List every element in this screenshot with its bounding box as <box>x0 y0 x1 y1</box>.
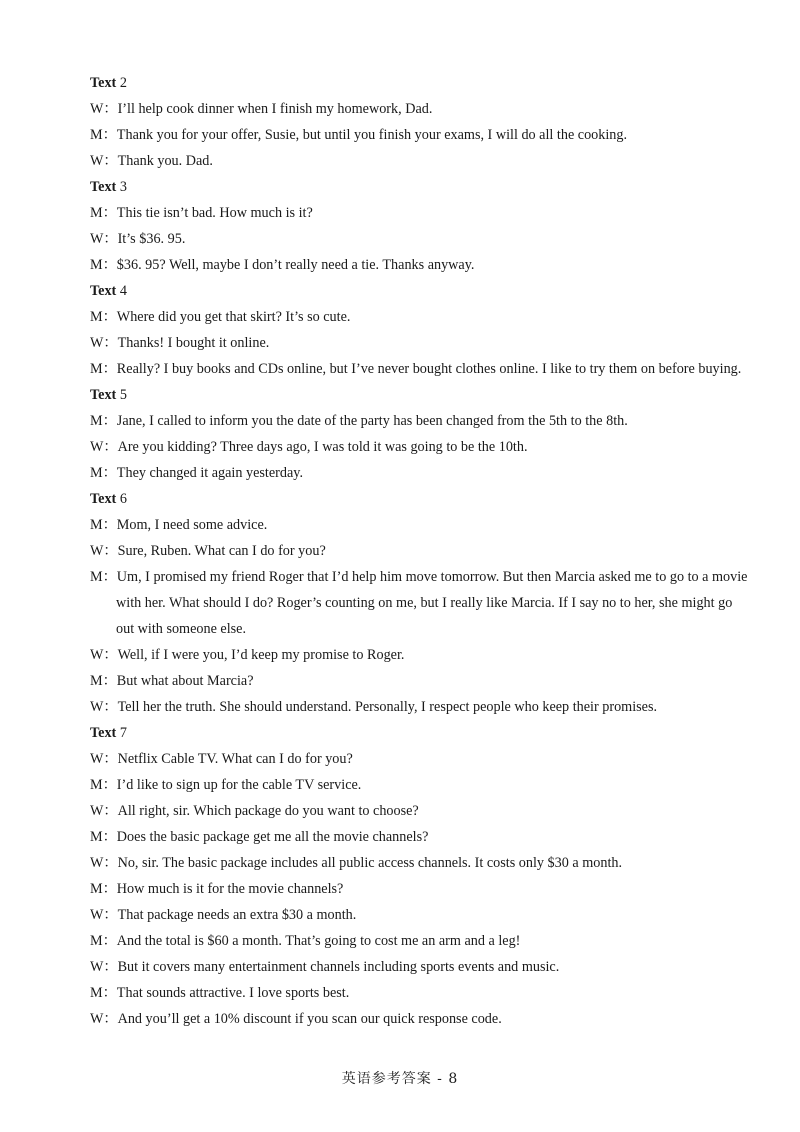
dialogue-line <box>0 564 800 642</box>
section-label: Text <box>90 491 117 507</box>
dialogue-line <box>0 798 800 824</box>
dialogue-text: M：Really? I buy books and CDs online, but I’ve never bought clothes online. I like to try them on before buying. <box>90 361 742 377</box>
dialogue-text: M：Jane, I called to inform you the date of the party has been changed from the 5th to the 8th. <box>90 413 628 429</box>
dialogue-text: W：No, sir. The basic package includes all public access channels. It costs only $30 a month. <box>90 855 623 871</box>
dialogue-text: M：That sounds attractive. I love sports best. <box>90 985 350 1001</box>
dialogue-text: M：$36. 95? Well, maybe I don’t really need a tie. Thanks anyway. <box>90 257 475 273</box>
dialogue-line <box>0 1006 800 1032</box>
dialogue-text: W：Sure, Ruben. What can I do for you? <box>90 543 326 559</box>
dialogue-line <box>0 642 800 668</box>
dialogue-text: W：Thanks! I bought it online. <box>90 335 270 351</box>
dialogue-line <box>0 226 800 252</box>
dialogue-text: M：This tie isn’t bad. How much is it? <box>90 205 313 221</box>
section-number: 7 <box>119 725 127 741</box>
dialogue-text: M：Mom, I need some advice. <box>90 517 268 533</box>
dialogue-text: W：But it covers many entertainment channels including sports events and music. <box>90 959 560 975</box>
dialogue-line <box>0 512 800 538</box>
section-number: 4 <box>119 283 127 299</box>
dialogue-line <box>0 408 800 434</box>
dialogue-line <box>0 304 800 330</box>
dialogue-text: W：Are you kidding? Three days ago, I was told it was going to be the 10th. <box>90 439 528 455</box>
section-label: Text <box>90 75 117 91</box>
section-heading <box>0 70 800 96</box>
section-number: 5 <box>119 387 127 403</box>
dialogue-line <box>0 928 800 954</box>
dialogue-line <box>0 200 800 226</box>
dialogue-text: M：Thank you for your offer, Susie, but until you finish your exams, I will do all the cooking. <box>90 127 628 143</box>
section-label: Text <box>90 725 117 741</box>
dialogue-line <box>0 772 800 798</box>
dialogue-text: M：I’d like to sign up for the cable TV service. <box>90 777 362 793</box>
dialogue-text: M：How much is it for the movie channels? <box>90 881 344 897</box>
section-heading <box>0 278 800 304</box>
dialogue-line <box>0 122 800 148</box>
dialogue-line <box>0 330 800 356</box>
section-label: Text <box>90 283 117 299</box>
dialogue-line <box>0 356 800 382</box>
dialogue-line <box>0 434 800 460</box>
dialogue-text: W：That package needs an extra $30 a month. <box>90 907 357 923</box>
dialogue-text: W：I’ll help cook dinner when I finish my homework, Dad. <box>90 101 433 117</box>
dialogue-line <box>0 252 800 278</box>
dialogue-line <box>0 538 800 564</box>
dialogue-text: W：And you’ll get a 10% discount if you scan our quick response code. <box>90 1011 502 1027</box>
dialogue-line <box>0 148 800 174</box>
dialogue-line <box>0 746 800 772</box>
dialogue-text: W：It’s $36. 95. <box>90 231 186 247</box>
section-number: 2 <box>119 75 127 91</box>
section-number: 3 <box>119 179 127 195</box>
dialogue-line <box>0 824 800 850</box>
transcript <box>0 70 800 1032</box>
dialogue-line <box>0 460 800 486</box>
section-heading <box>0 486 800 512</box>
dialogue-line <box>0 980 800 1006</box>
dialogue-line <box>0 96 800 122</box>
section-label: Text <box>90 387 117 403</box>
dialogue-line <box>0 876 800 902</box>
dialogue-text: W：All right, sir. Which package do you want to choose? <box>90 803 419 819</box>
dialogue-text: W：Well, if I were you, I’d keep my promise to Roger. <box>90 647 405 663</box>
dialogue-text: W：Tell her the truth. She should understand. Personally, I respect people who keep their promises. <box>90 699 658 715</box>
dialogue-line <box>0 954 800 980</box>
dialogue-text: W：Thank you. Dad. <box>90 153 213 169</box>
dialogue-line <box>0 850 800 876</box>
dialogue-text: W：Netflix Cable TV. What can I do for you? <box>90 751 353 767</box>
section-label: Text <box>90 179 117 195</box>
dialogue-text: M：But what about Marcia? <box>90 673 254 689</box>
page-footer: 英语参考答案 - 8 <box>341 1071 459 1087</box>
dialogue-line <box>0 694 800 720</box>
dialogue-text: M：Where did you get that skirt? It’s so cute. <box>90 309 351 325</box>
section-heading <box>0 382 800 408</box>
dialogue-line <box>0 902 800 928</box>
dialogue-text: M：And the total is $60 a month. That’s going to cost me an arm and a leg! <box>90 933 521 949</box>
dialogue-text: M：Um, I promised my friend Roger that I’d help him move tomorrow. But then Marcia asked me to go to a movie with her. What should I do? Roger’s counting on me, but I really like Marcia. If I say no to her, she might go out with someone else. <box>90 569 748 637</box>
section-number: 6 <box>119 491 127 507</box>
dialogue-text: M：They changed it again yesterday. <box>90 465 303 481</box>
section-heading <box>0 720 800 746</box>
dialogue-line <box>0 668 800 694</box>
section-heading <box>0 174 800 200</box>
dialogue-text: M：Does the basic package get me all the movie channels? <box>90 829 429 845</box>
